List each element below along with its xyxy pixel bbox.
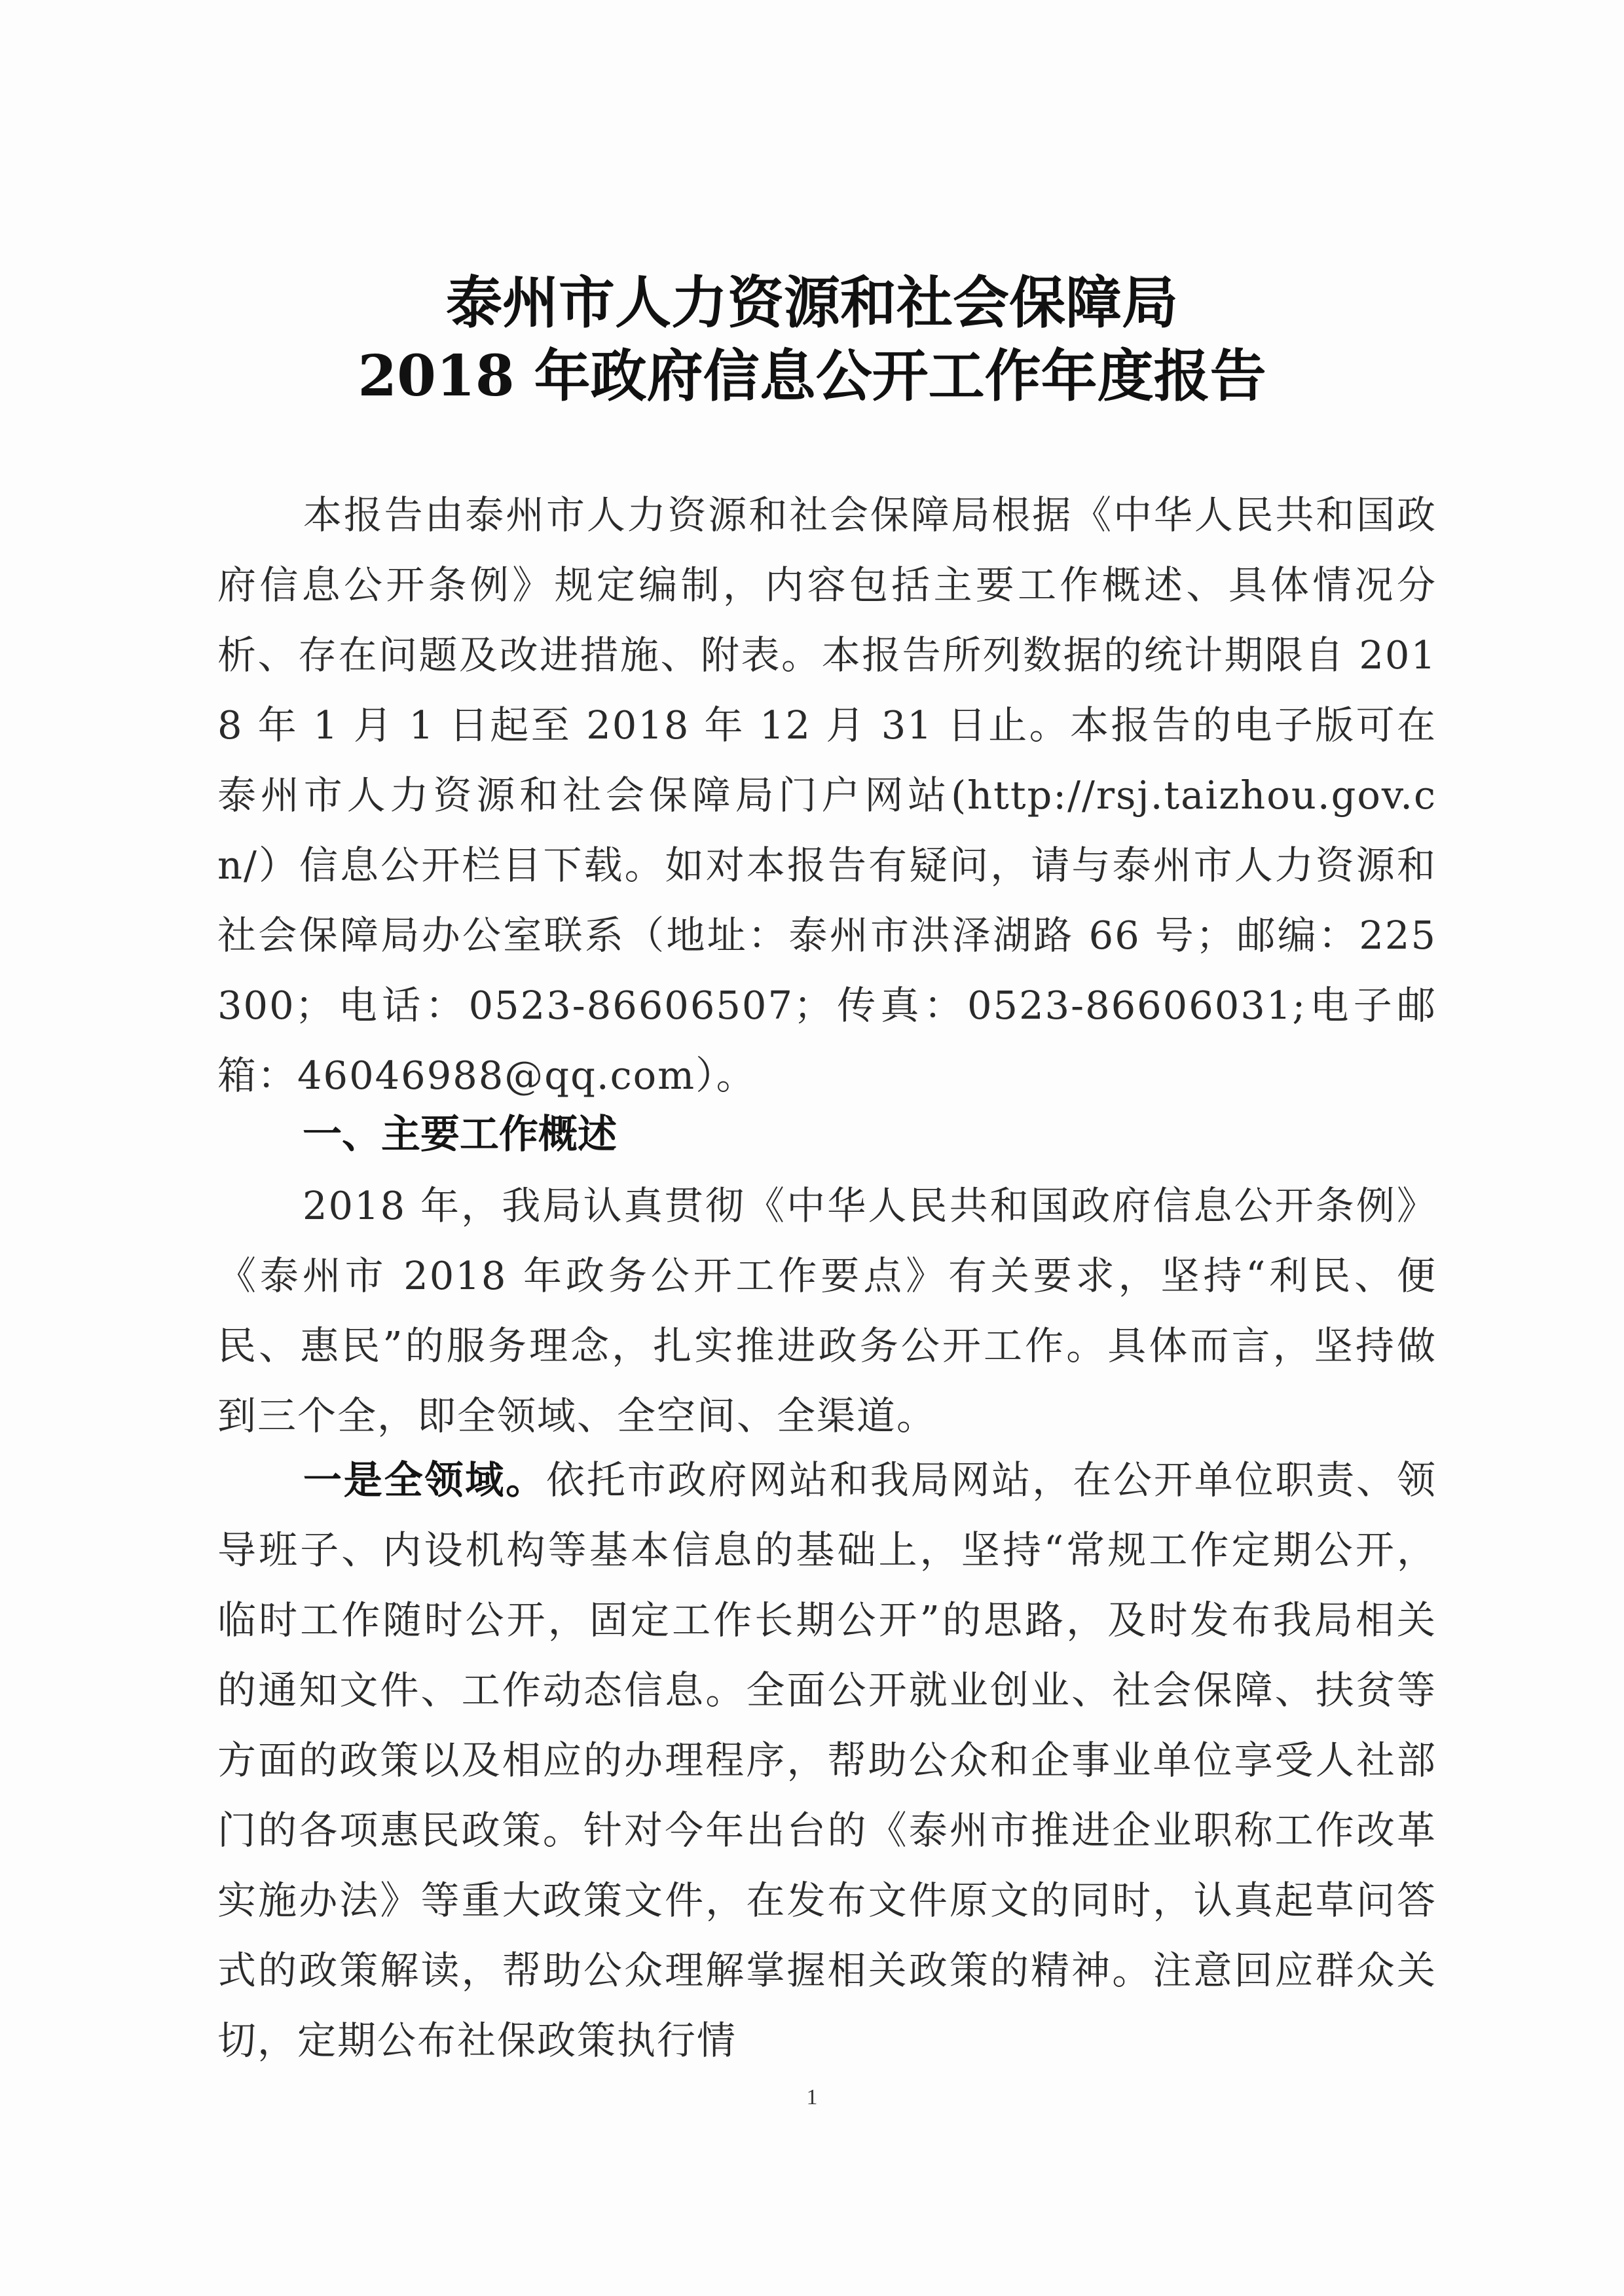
intro-text: 本报告由泰州市人力资源和社会保障局根据《中华人民共和国政府信息公开条例》规定编制，内容包括主要工作概述、具体情况分析、存在问题及改进措施、附表。本报告所列数据的统计期限自 2018 年 1 月 1 日起至 2018 年 12 月 31 日止。本报告的电子版可在泰州市人力资源和社会保障局门户网站(http://rsj.taizhou.gov.cn/）信息公开栏目下载。如对本报告有疑问，请与泰州市人力资源和社会保障局办公室联系（地址：泰州市洪泽湖路 66 号；邮编：225300；电话：0523-86606507；传真：0523-86606031;电子邮箱：46046988@qq.com）。 bbox=[217, 492, 1437, 1098]
report-title-line2: 2018 年政府信息公开工作年度报告 bbox=[358, 343, 1266, 409]
report-title-line1: 泰州市人力资源和社会保障局 bbox=[446, 270, 1178, 336]
intro-paragraph bbox=[217, 480, 1437, 1110]
section1-text: 2018 年，我局认真贯彻《中华人民共和国政府信息公开条例》《泰州市 2018 年政务公开工作要点》有关要求，坚持“利民、便民、惠民”的服务理念，扎实推进政务公开工作。具体而言，坚持做到三个全，即全领域、全空间、全渠道。 bbox=[217, 1183, 1437, 1438]
section1-heading: 一、主要工作概述 bbox=[303, 1112, 617, 1157]
section1-paragraph bbox=[217, 1171, 1437, 1451]
point1-lead: 一是全领域。 bbox=[303, 1457, 546, 1503]
point1-text: 依托市政府网站和我局网站，在公开单位职责、领导班子、内设机构等基本信息的基础上，坚持“常规工作定期公开，临时工作随时公开，固定工作长期公开”的思路，及时发布我局相关的通知文件、工作动态信息。全面公开就业创业、社会保障、扶贫等方面的政策以及相应的办理程序，帮助公众和企事业单位享受人社部门的各项惠民政策。针对今年出台的《泰州市推进企业职称工作改革实施办法》等重大政策文件，在发布文件原文的同时，认真起草问答式的政策解读，帮助公众理解掌握相关政策的精神。注意回应群众关切，定期公布社保政策执行情 bbox=[217, 1457, 1437, 2063]
point1-paragraph bbox=[217, 1445, 1437, 2080]
page-number: 1 bbox=[806, 2085, 818, 2109]
